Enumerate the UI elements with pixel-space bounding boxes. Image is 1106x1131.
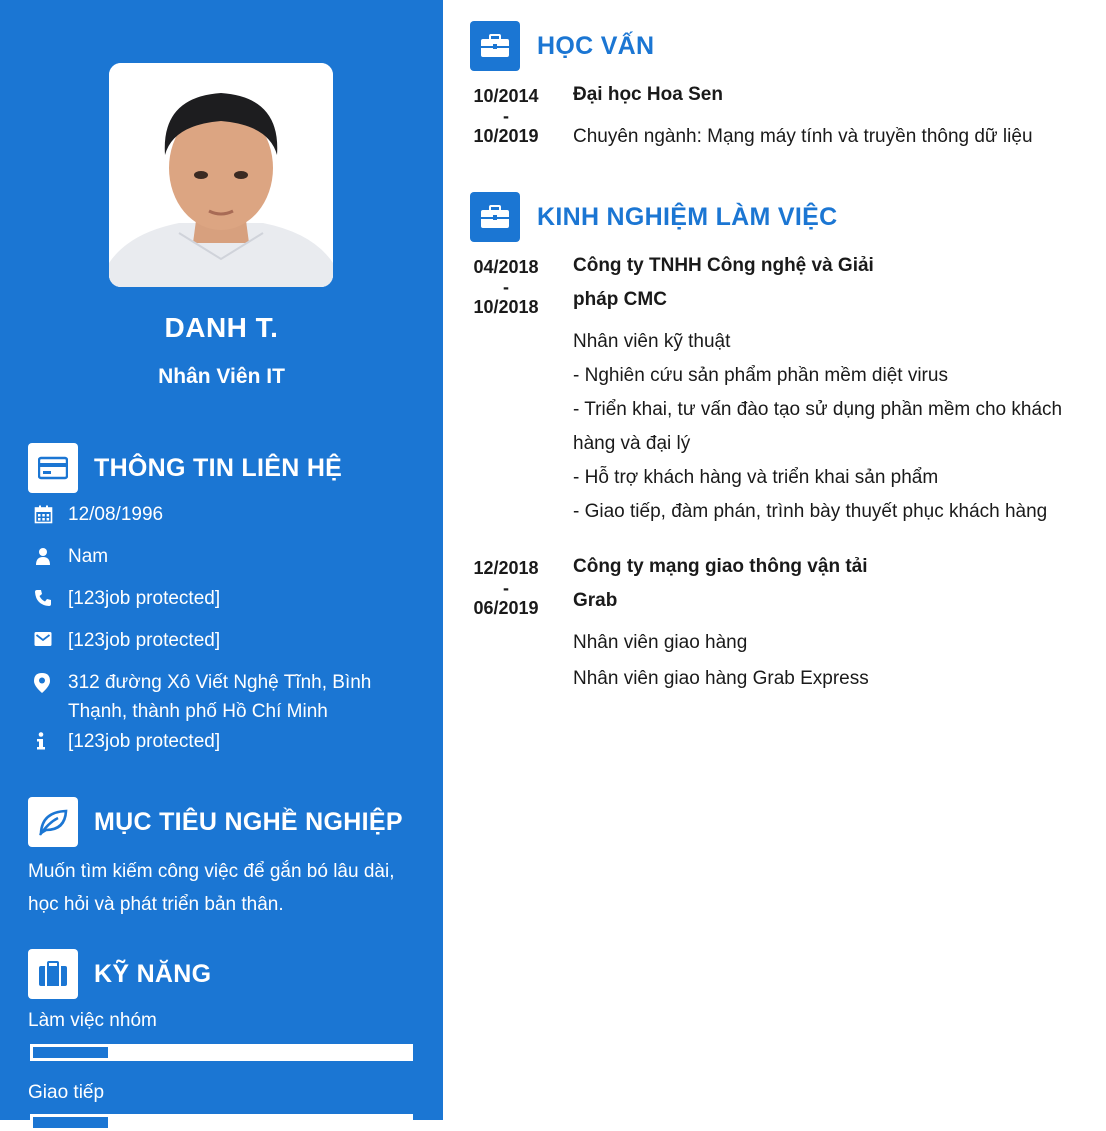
contact-info	[28, 727, 408, 756]
briefcase-icon	[470, 192, 520, 242]
address-value: 312 đường Xô Viết Nghệ Tĩnh, Bình Thạnh, thành phố Hồ Chí Minh	[68, 672, 372, 722]
experience-heading	[470, 192, 837, 242]
briefcase-icon	[28, 949, 78, 999]
date-start: 04/2018	[473, 257, 539, 277]
phone-icon	[28, 584, 68, 613]
sidebar	[0, 0, 443, 1120]
gender-value: Nam	[68, 546, 109, 567]
detail-line: - Hỗ trợ khách hàng và triển khai sản phẩm	[573, 467, 939, 488]
experience-entry	[573, 550, 1083, 696]
envelope-icon	[28, 626, 68, 655]
contact-birthday	[28, 500, 408, 529]
profile-name: DANH T.	[164, 312, 279, 343]
company-name: Công ty mạng giao thông vận tải Grab	[573, 556, 868, 611]
contact-gender	[28, 542, 408, 571]
detail-line: - Triển khai, tư vấn đào tạo sử dụng phần mềm cho khách hàng và đại lý	[573, 399, 1063, 454]
leaf-icon	[28, 797, 78, 847]
education-heading-text: HỌC VẤN	[537, 31, 655, 60]
skill-label: Làm việc nhóm	[28, 1010, 157, 1031]
profile-title: Nhân Viên IT	[158, 365, 285, 388]
id-card-icon	[28, 443, 78, 493]
detail-line: Nhân viên giao hàng Grab Express	[573, 668, 869, 689]
school-name: Đại học Hoa Sen	[573, 84, 723, 105]
objective-heading	[28, 797, 403, 847]
position: Nhân viên giao hàng	[573, 632, 748, 653]
contact-heading-text: THÔNG TIN LIÊN HỆ	[94, 453, 343, 482]
date-end: 10/2018	[473, 297, 539, 317]
skill-fill	[33, 1047, 108, 1058]
skills-heading	[28, 949, 211, 999]
position: Nhân viên kỹ thuật	[573, 331, 731, 352]
objective-heading-text: MỤC TIÊU NGHỀ NGHIỆP	[94, 807, 403, 836]
date-start: 10/2014	[473, 86, 539, 106]
phone-value[interactable]: [123job protected]	[68, 588, 221, 609]
education-dates	[470, 86, 542, 146]
skill-bar	[30, 1114, 413, 1131]
email-value[interactable]: [123job protected]	[68, 630, 221, 651]
contact-email	[28, 626, 408, 655]
experience-heading-text: KINH NGHIỆM LÀM VIỆC	[537, 202, 838, 231]
contact-heading	[28, 443, 342, 493]
skills-heading-text: KỸ NĂNG	[94, 959, 212, 988]
date-separator: -	[503, 277, 509, 297]
briefcase-icon	[470, 21, 520, 71]
map-pin-icon	[28, 668, 68, 697]
date-separator: -	[503, 578, 509, 598]
detail-line: - Giao tiếp, đàm phán, trình bày thuyết phục khách hàng	[573, 501, 1048, 522]
education-entry	[573, 78, 1083, 154]
experience-entry	[573, 249, 1083, 529]
detail-line: - Nghiên cứu sản phẩm phần mềm diệt virus	[573, 365, 948, 386]
major: Chuyên ngành: Mạng máy tính và truyền thông dữ liệu	[573, 126, 1033, 147]
calendar-icon	[28, 500, 68, 529]
experience-dates	[470, 257, 542, 317]
date-start: 12/2018	[473, 558, 539, 578]
date-end: 06/2019	[473, 598, 539, 618]
skill-fill	[33, 1117, 108, 1128]
skill-bar	[30, 1044, 413, 1061]
education-heading	[470, 21, 654, 71]
user-icon	[28, 542, 68, 571]
info-value[interactable]: [123job protected]	[68, 731, 221, 752]
company-name: Công ty TNHH Công nghệ và Giải pháp CMC	[573, 255, 874, 310]
objective-text: Muốn tìm kiếm công việc để gắn bó lâu dài, học hỏi và phát triển bản thân.	[28, 861, 395, 915]
skill-label: Giao tiếp	[28, 1082, 105, 1103]
birthday-value: 12/08/1996	[68, 504, 164, 525]
experience-dates	[470, 558, 542, 618]
avatar-image	[109, 63, 333, 287]
date-separator: -	[503, 106, 509, 126]
contact-address	[28, 668, 408, 726]
profile-photo	[109, 63, 333, 287]
info-icon	[28, 727, 68, 756]
date-end: 10/2019	[473, 126, 539, 146]
contact-phone	[28, 584, 408, 613]
